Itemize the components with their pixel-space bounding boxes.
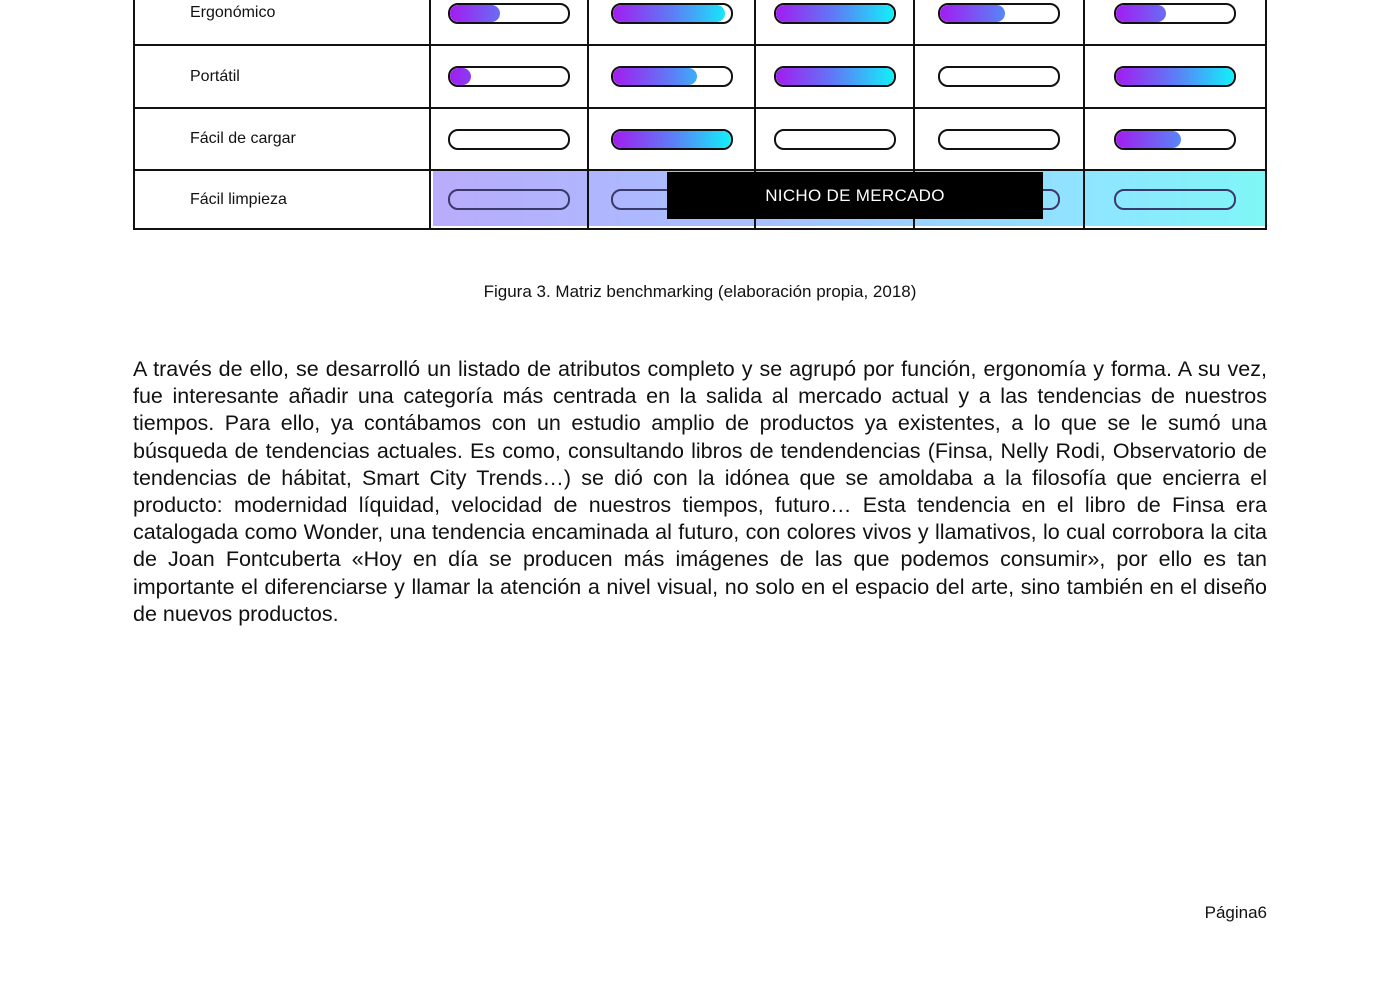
rating-bar (774, 66, 896, 87)
rating-bar (1114, 189, 1236, 210)
rating-bar-fill (613, 68, 698, 85)
rating-bar-fill (613, 131, 731, 148)
rating-bar-fill (776, 68, 894, 85)
rating-bar (774, 3, 896, 24)
rating-bar (938, 129, 1060, 150)
market-niche-label: NICHO DE MERCADO (667, 172, 1043, 219)
matrix-row (134, 108, 1266, 170)
row-label: Fácil de cargar (134, 108, 430, 170)
row-label: Ergonómico (134, 0, 430, 45)
rating-bar (448, 189, 570, 210)
rating-bar (1114, 3, 1236, 24)
rating-bar-fill (450, 5, 500, 22)
rating-bar (448, 3, 570, 24)
row-label: Portátil (134, 45, 430, 108)
row-label: Fácil limpieza (134, 170, 430, 229)
rating-bar (774, 129, 896, 150)
rating-bar (448, 66, 570, 87)
rating-bar (611, 129, 733, 150)
matrix-row (134, 45, 1266, 108)
rating-bar-fill (1116, 68, 1234, 85)
rating-bar (1114, 129, 1236, 150)
rating-bar (938, 3, 1060, 24)
body-paragraph: A través de ello, se desarrolló un listado de atributos completo y se agrupó por función, ergonomía y forma. A su vez, fue interesante añadir una categoría más centrada en la salida al mercado actual y a las tendencias de nuestros tiempos. Para ello, ya contábamos con un estudio amplio de productos ya existentes, a lo que se le sumó una búsqueda de tendencias actuales. Es como, consultando libros de tendendencias (Finsa, Nelly Rodi, Observatorio de tendencias de hábitat, Smart City Trends…) se dió con la idónea que se amoldaba a la filosofía que encierra el producto: modernidad líquidad, velocidad de nuestros tiempos, futuro… Esta tendencia en el libro de Finsa era catalogada como Wonder, una tendencia encaminada al futuro, con colores vivos y llamativos, lo cual corrobora la cita de Joan Fontcuberta «Hoy en día se producen más imágenes de las que podemos consumir», por ello es tan importante el diferenciarse y llamar la atención a nivel visual, no solo en el espacio del arte, sino también en el diseño de nuevos productos. (133, 357, 1267, 626)
matrix-row (134, 0, 1266, 45)
rating-bar-fill (613, 5, 725, 22)
rating-bar (611, 3, 733, 24)
rating-bar-fill (450, 68, 471, 85)
rating-bar (1114, 66, 1236, 87)
rating-bar (938, 66, 1060, 87)
rating-bar-fill (776, 5, 894, 22)
figure-caption: Figura 3. Matriz benchmarking (elaboración propia, 2018) (483, 282, 917, 301)
rating-bar (611, 66, 733, 87)
rating-bar-fill (940, 5, 1005, 22)
rating-bar-fill (1116, 5, 1166, 22)
rating-bar (448, 129, 570, 150)
rating-bar-fill (1116, 131, 1181, 148)
page-number: Página6 (1204, 903, 1267, 922)
